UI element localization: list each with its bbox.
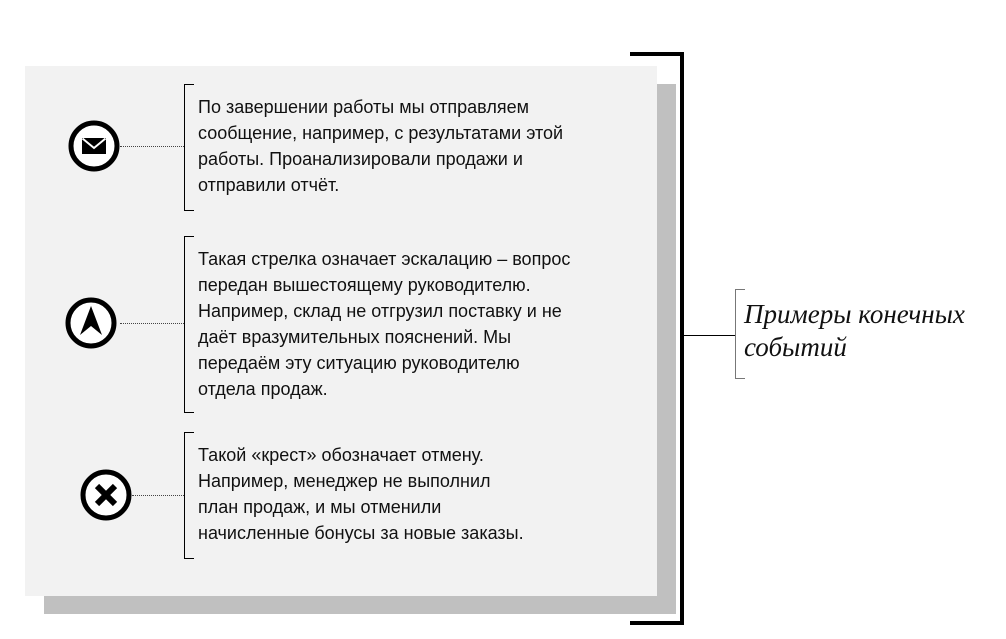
item-description: По завершении работы мы отправляем сообщение, например, с результатами этой работы. Проанализировали продажи и отправили отчёт. [198,97,564,195]
envelope-icon [68,120,120,172]
group-bracket [630,52,684,625]
item-description: Такой «крест» обозначает отмену. Например, менеджер не выполнил план продаж, и мы отменили начисленные бонусы за новые заказы. [198,445,524,543]
text-bracket [184,236,194,413]
connector-dots [120,146,184,147]
connector-dots [120,323,184,324]
escalation-arrow-icon [65,297,117,349]
text-bracket [184,432,194,559]
diagram-title: Примеры конечных событий [744,299,965,362]
title-connector [684,335,736,336]
cancel-cross-icon [80,469,132,521]
text-bracket [184,84,194,211]
item-description: Такая стрелка означает эскалацию – вопрос передан вышестоящему руководителю. Например, склад не отгрузил поставку и не даёт вразумительных пояснений. Мы передаём эту ситуацию руководителю отдела продаж. [198,249,571,399]
connector-dots [132,495,184,496]
